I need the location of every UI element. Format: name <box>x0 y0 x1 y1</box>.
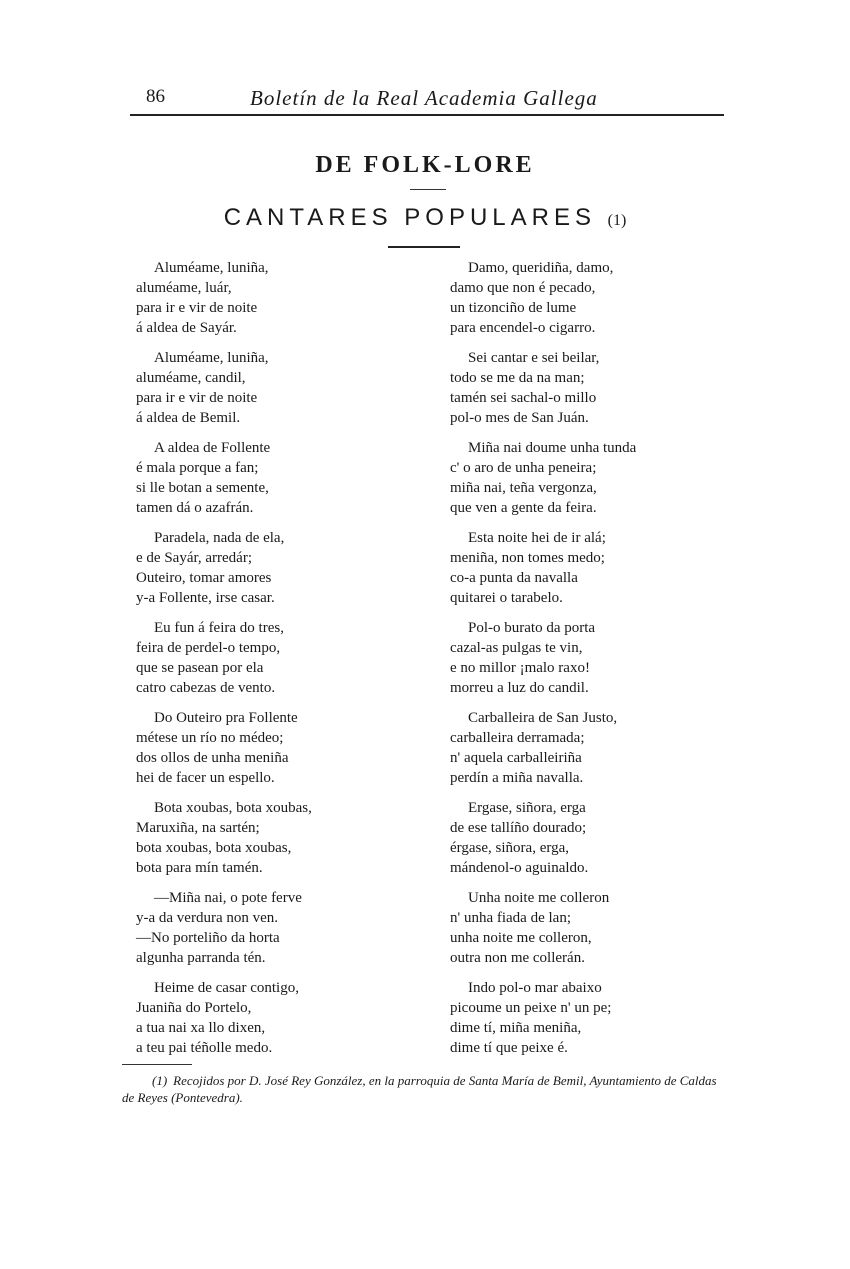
verse-line: métese un río no médeo; <box>136 730 284 746</box>
stanza <box>136 978 312 1058</box>
stanza <box>450 798 636 878</box>
verse-line: si lle botan a semente, <box>136 480 269 496</box>
verse-line: picoume un peixe n' un pe; <box>450 1000 612 1016</box>
stanza <box>450 618 636 698</box>
right-column <box>450 258 636 1068</box>
verse-line: catro cabezas de vento. <box>136 680 276 696</box>
verse-line: tamén sei sachal-o millo <box>450 390 597 406</box>
verse-line: Outeiro, tomar amores <box>136 570 272 586</box>
stanza <box>450 528 636 608</box>
verse-line: Maruxiña, na sartén; <box>136 820 260 836</box>
verse-line: Indo pol-o mar abaixo <box>468 980 602 996</box>
verse-line: tamen dá o azafrán. <box>136 500 254 516</box>
stanza <box>136 438 312 518</box>
verse-line: dime tí, miña meniña, <box>450 1020 582 1036</box>
verse-line: e no millor ¡malo raxo! <box>450 660 590 676</box>
verse-line: co-a punta da navalla <box>450 570 578 586</box>
verse-line: cazal-as pulgas te vin, <box>450 640 583 656</box>
verse-line: Damo, queridiña, damo, <box>468 260 614 276</box>
verse-line: aluméame, candil, <box>136 370 246 386</box>
verse-line: n' aquela carballeiriña <box>450 750 582 766</box>
verse-line: dos ollos de unha meniña <box>136 750 289 766</box>
verse-line: Aluméame, luniña, <box>154 260 269 276</box>
verse-line: para encendel-o cigarro. <box>450 320 596 336</box>
verse-line: unha noite me colleron, <box>450 930 592 946</box>
verse-line: dime tí que peixe é. <box>450 1040 568 1056</box>
running-head <box>130 84 724 116</box>
section-title: DE FOLK-LORE <box>315 152 535 178</box>
stanza <box>450 438 636 518</box>
verse-line: Carballeira de San Justo, <box>468 710 618 726</box>
verse-line: Heime de casar contigo, <box>154 980 299 996</box>
verse-line: quitarei o tarabelo. <box>450 590 563 606</box>
stanza <box>450 888 636 968</box>
verse-line: carballeira derramada; <box>450 730 585 746</box>
verse-line: Juaniña do Portelo, <box>136 1000 252 1016</box>
verse-line: meniña, non tomes medo; <box>450 550 605 566</box>
verse-line: morreu a luz do candil. <box>450 680 589 696</box>
stanza <box>136 348 312 428</box>
stanza <box>450 348 636 428</box>
stanza <box>450 708 636 788</box>
header-rule <box>130 114 724 116</box>
verse-line: a tua nai xa llo dixen, <box>136 1020 266 1036</box>
title-divider <box>410 189 446 190</box>
footnote-reference: (1) <box>607 212 627 229</box>
stanza <box>136 528 312 608</box>
verse-line: Eu fun á feira do tres, <box>154 620 284 636</box>
verse-line: mándenol-o aguinaldo. <box>450 860 589 876</box>
verse-line: y-a Follente, irse casar. <box>136 590 275 606</box>
verse-line: outra non me collerán. <box>450 950 585 966</box>
stanza <box>136 708 312 788</box>
verse-line: Aluméame, luniña, <box>154 350 269 366</box>
verse-line: para ir e vir de noite <box>136 300 258 316</box>
verse-line: A aldea de Follente <box>154 440 271 456</box>
verse-line: Sei cantar e sei beilar, <box>468 350 600 366</box>
verse-line: Pol-o burato da porta <box>468 620 596 636</box>
verse-line: e de Sayár, arredár; <box>136 550 252 566</box>
verse-line: a teu pai téñolle medo. <box>136 1040 273 1056</box>
verse-line: perdín a miña navalla. <box>450 770 584 786</box>
verse-line: Paradela, nada de ela, <box>154 530 285 546</box>
stanza <box>136 258 312 338</box>
footnote <box>122 1072 732 1106</box>
verse-line: de ese tallíño dourado; <box>450 820 587 836</box>
stanza <box>136 618 312 698</box>
verse-line: Esta noite hei de ir alá; <box>468 530 606 546</box>
page-number: 86 <box>146 86 165 107</box>
verse-line: miña nai, teña vergonza, <box>450 480 597 496</box>
verse-line: y-a da verdura non ven. <box>136 910 279 926</box>
stanza <box>450 978 636 1058</box>
verse-line: Do Outeiro pra Follente <box>154 710 298 726</box>
verse-line: todo se me da na man; <box>450 370 585 386</box>
subtitle-text: CANTARES POPULARES <box>223 204 596 231</box>
stanza <box>450 258 636 338</box>
left-column <box>136 258 312 1068</box>
verse-line: que se pasean por ela <box>136 660 264 676</box>
verse-line: bota para mín tamén. <box>136 860 263 876</box>
verse-line: n' unha fiada de lan; <box>450 910 571 926</box>
journal-title: Boletín de la Real Academia Gallega <box>250 86 598 110</box>
verse-line: Unha noite me colleron <box>468 890 610 906</box>
verse-line: á aldea de Sayár. <box>136 320 237 336</box>
subtitle-divider <box>388 246 460 248</box>
verse-line: damo que non é pecado, <box>450 280 596 296</box>
verse-line: que ven a gente da feira. <box>450 500 597 516</box>
footnote-marker: (1) <box>152 1073 168 1088</box>
stanza <box>136 798 312 878</box>
verse-line: un tizonciño de lume <box>450 300 577 316</box>
verse-line: Bota xoubas, bota xoubas, <box>154 800 312 816</box>
verse-line: á aldea de Bemil. <box>136 410 241 426</box>
verse-line: algunha parranda tén. <box>136 950 266 966</box>
verse-line: Ergase, siñora, erga <box>468 800 586 816</box>
verse-line: pol-o mes de San Juán. <box>450 410 589 426</box>
verse-line: aluméame, luár, <box>136 280 232 296</box>
verse-line: érgase, siñora, erga, <box>450 840 569 856</box>
verse-line: —No porteliño da horta <box>136 930 280 946</box>
verse-line: para ir e vir de noite <box>136 390 258 406</box>
verse-line: —Miña nai, o pote ferve <box>154 890 302 906</box>
verse-line: hei de facer un espello. <box>136 770 275 786</box>
footnote-text: Recojidos por D. José Rey González, en la parroquia de Santa María de Bemil, Ayuntamiento de Caldas de Reyes (Pontevedra). <box>122 1073 717 1105</box>
verse-line: é mala porque a fan; <box>136 460 259 476</box>
verse-line: feira de perdel-o tempo, <box>136 640 281 656</box>
verse-line: Miña nai doume unha tunda <box>468 440 637 456</box>
stanza <box>136 888 312 968</box>
verse-line: bota xoubas, bota xoubas, <box>136 840 292 856</box>
subtitle <box>0 204 850 232</box>
verse-line: c' o aro de unha peneira; <box>450 460 597 476</box>
footnote-rule <box>122 1064 192 1065</box>
